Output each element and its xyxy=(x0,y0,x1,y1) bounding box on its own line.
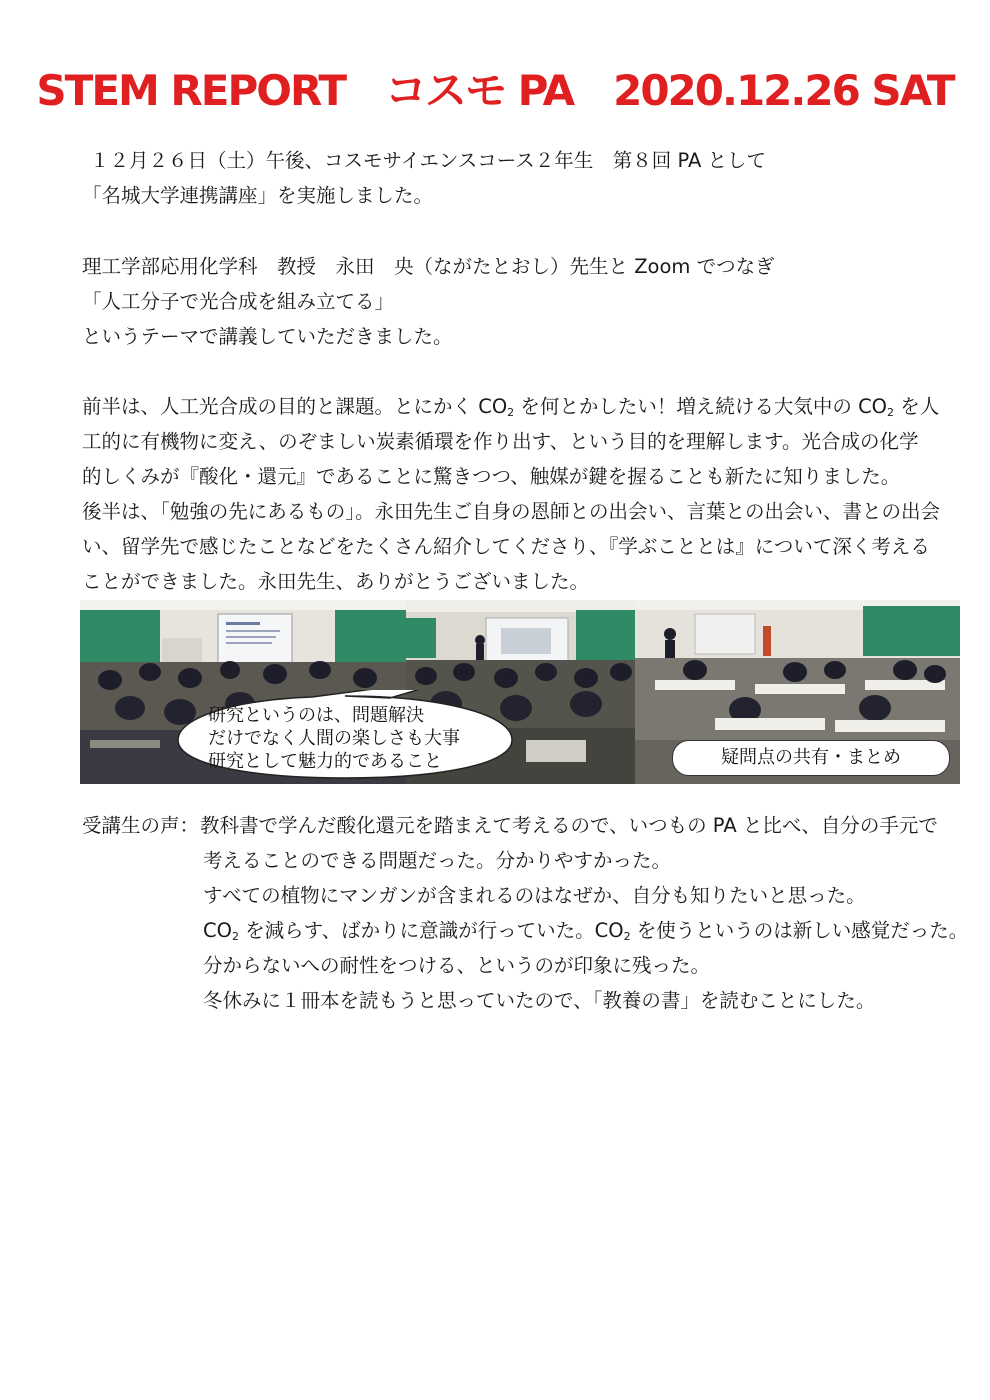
voice-item: すべての植物にマンガンが含まれるのはなぜか、自分も知りたいと思った。 xyxy=(203,884,866,907)
summary-line: 前半は、人工光合成の目的と課題。とにかく CO2 を何とかしたい！増え続ける大気中の CO2 を人 xyxy=(82,395,940,419)
voices-label: 受講生の声： xyxy=(82,814,200,837)
lecture-line: というテーマで講義していただきました。 xyxy=(82,325,453,348)
summary-line: 的しくみが『酸化・還元』であることに驚きつつ、触媒が鍵を握ることも新たに知りました。 xyxy=(82,465,901,488)
voice-item: CO2 を減らす、ばかりに意識が行っていた。CO2 を使うというのは新しい感覚だった。 xyxy=(203,919,969,943)
voice-item: 教科書で学んだ酸化還元を踏まえて考えるので、いつもの PA と比べ、自分の手元で xyxy=(200,814,938,837)
page-title: STEM REPORT コスモ PA 2020.12.26 SAT xyxy=(36,66,954,115)
summary-line: い、留学先で感じたことなどをたくさん紹介してくださり、『学ぶこととは』について深く考える xyxy=(82,535,930,558)
lecture-theme: 「人工分子で光合成を組み立てる」 xyxy=(82,290,395,313)
speech-bubble xyxy=(172,690,518,782)
summary-line: ことができました。永田先生、ありがとうございました。 xyxy=(82,570,590,593)
lecture-paragraph xyxy=(82,249,972,354)
summary-paragraph xyxy=(82,389,972,599)
summary-line: 工的に有機物に変え、のぞましい炭素循環を作り出す、という目的を理解します。光合成の化学 xyxy=(82,430,919,453)
intro-line: 「名城大学連携講座」を実施しました。 xyxy=(82,184,434,207)
bubble-caption: 研究というのは、問題解決 だけでなく人間の楽しさも大事 研究として魅力的であること xyxy=(208,705,460,772)
caption-label: 疑問点の共有・まとめ xyxy=(672,740,950,776)
intro-paragraph xyxy=(82,143,972,213)
lecture-line: 理工学部応用化学科 教授 永田 央（ながたとおし）先生と Zoom でつなぎ xyxy=(82,255,775,278)
voices-list xyxy=(200,808,980,1018)
voice-item-continued: 考えることのできる問題だった。分かりやすかった。 xyxy=(203,849,672,872)
intro-line: １２月２６日（土）午後、コスモサイエンスコース２年生 第８回 PA として xyxy=(90,149,767,172)
voice-item: 冬休みに１冊本を読もうと思っていたので、「教養の書」を読むことにした。 xyxy=(203,989,876,1012)
summary-line: 後半は、「勉強の先にあるもの」。永田先生ご自身の恩師との出会い、言葉との出会い、書との出会 xyxy=(82,500,941,523)
voice-item: 分からないへの耐性をつける、というのが印象に残った。 xyxy=(203,954,711,977)
